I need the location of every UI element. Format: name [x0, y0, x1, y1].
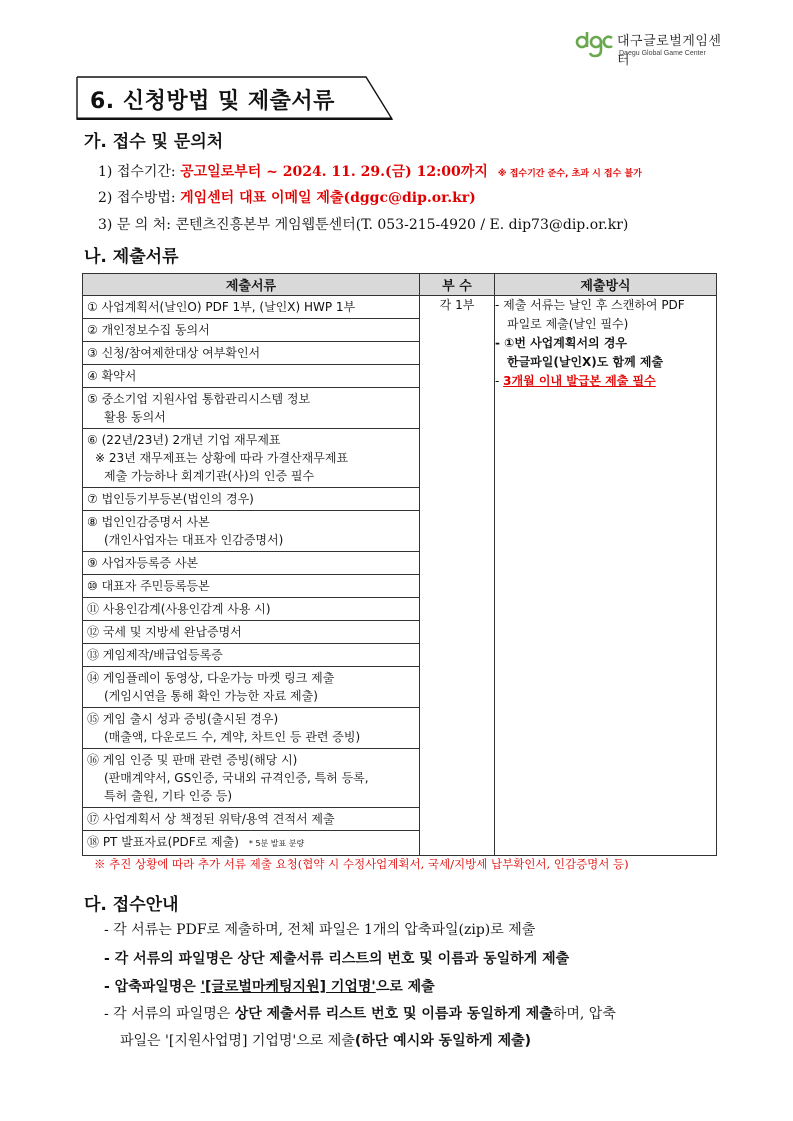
documents-heading: 나. 제출서류	[84, 247, 179, 267]
document-item-label: ⑦ 법인등기부등본(법인의 경우)	[87, 492, 254, 506]
guide-bullet-underlined: '[글로벌마케팅지원] 기업명'	[200, 979, 376, 995]
document-item	[83, 667, 420, 708]
method-line-deadline	[495, 372, 716, 391]
document-item	[83, 621, 420, 644]
column-header-documents: 제출서류	[83, 274, 420, 296]
method-line: 파일로 제출(날인 필수)	[507, 317, 629, 331]
document-item	[83, 644, 420, 667]
document-item	[83, 831, 420, 856]
column-header-count: 부 수	[420, 274, 495, 296]
count-cell: 각 1부	[420, 296, 495, 856]
document-item-label: ⑬ 게임제작/배급업등록증	[87, 648, 223, 662]
logo-text-english: Daegu Global Game Center	[619, 50, 706, 57]
document-item-sub: (판매계약서, GS인증, 국내외 규격인증, 특허 등록,	[104, 771, 369, 785]
document-item-label: ⑯ 게임 인증 및 판매 관련 증빙(해당 시)	[87, 753, 298, 767]
document-item-label: ⑭ 게임플레이 동영상, 다운가능 마켓 링크 제출	[87, 671, 335, 685]
document-item-label: ⑤ 중소기업 지원사업 통합관리시스템 정보	[87, 392, 311, 406]
document-item-tiny-note: * 5분 발표 분량	[248, 839, 305, 848]
logo-text-korean: 대구글로벌게임센터	[617, 34, 722, 68]
document-item	[83, 552, 420, 575]
document-item-label: ⑥ (22년/23년) 2개년 기업 재무제표	[87, 433, 281, 447]
document-item	[83, 319, 420, 342]
reception-method-row	[98, 187, 476, 207]
document-item	[83, 575, 420, 598]
document-item-sub: 특허 출원, 기타 인증 등)	[104, 789, 233, 803]
document-item-note: ※ 23년 재무제표는 상황에 따라 가결산재무제표	[95, 451, 349, 465]
guide-bullet-prefix: - 압축파일명은	[104, 979, 201, 995]
document-item-sub: (매출액, 다운로드 수, 계약, 차트인 등 관련 증빙)	[104, 730, 361, 744]
reception-period-value: 공고일로부터 ~ 2024. 11. 29.(금) 12:00까지	[180, 164, 488, 180]
guide-bullet-part: 파일은 '[지원사업명] 기업명'으로 제출	[120, 1033, 355, 1049]
method-line-prefix: -	[495, 374, 504, 388]
method-line-emphasis: 한글파일(날인X)도 함께 제출	[507, 355, 664, 369]
document-item	[83, 296, 420, 319]
document-item-label: ③ 신청/참여제한대상 여부확인서	[87, 346, 261, 360]
table-header-row	[83, 274, 717, 296]
document-item-label: ⑩ 대표자 주민등록등본	[87, 579, 210, 593]
reception-contact-label: 3) 문 의 처:	[98, 217, 176, 233]
reception-period-label: 1) 접수기간:	[98, 164, 181, 180]
guide-bullet	[104, 1003, 616, 1023]
section-title: 6. 신청방법 및 제출서류	[90, 89, 335, 114]
dgc-logo-icon	[575, 28, 615, 60]
guide-bullet-part: - 각 서류의 파일명은	[104, 1006, 235, 1022]
method-line-emphasis: - ①번 사업계획서의 경우	[495, 336, 628, 350]
section-title-box	[76, 76, 394, 120]
document-item	[83, 388, 420, 429]
logo	[575, 28, 725, 68]
reception-period-row	[98, 161, 642, 181]
reception-contact-value: 콘텐츠진흥본부 게임웹툰센터(T. 053-215-4920 / E. dip73@dip.or.kr)	[175, 217, 629, 233]
document-item	[83, 598, 420, 621]
document-item	[83, 365, 420, 388]
document-item-label: ④ 확약서	[87, 369, 137, 383]
column-header-method: 제출방식	[495, 274, 717, 296]
guide-bullet-bold: 상단 제출서류 리스트 번호 및 이름과 동일하게 제출	[234, 1006, 553, 1022]
guide-bullet-bold: (하단 예시와 동일하게 제출)	[354, 1033, 532, 1049]
document-item-label: ⑪ 사용인감계(사용인감계 사용 시)	[87, 602, 271, 616]
method-line: - 제출 서류는 날인 후 스캔하여 PDF	[495, 298, 685, 312]
guide-heading: 다. 접수안내	[84, 895, 179, 915]
document-item-label: ⑧ 법인인감증명서 사본	[87, 515, 210, 529]
method-line-red: 3개월 이내 발급본 제출 필수	[503, 374, 656, 388]
table-row	[83, 296, 717, 319]
document-item-label: ⑰ 사업계획서 상 책정된 위탁/용역 견적서 제출	[87, 812, 335, 826]
document-item	[83, 808, 420, 831]
reception-method-value: 게임센터 대표 이메일 제출(dggc@dip.or.kr)	[180, 190, 476, 206]
reception-method-label: 2) 접수방법:	[98, 190, 181, 206]
document-item	[83, 511, 420, 552]
document-item-label: ① 사업계획서(날인O) PDF 1부, (날인X) HWP 1부	[87, 300, 356, 314]
document-item-label: ⑨ 사업자등록증 사본	[87, 556, 199, 570]
guide-bullet-continued	[120, 1030, 531, 1050]
document-item	[83, 749, 420, 808]
document-item-label: ⑱ PT 발표자료(PDF로 제출)	[87, 835, 239, 849]
reception-heading: 가. 접수 및 문의처	[84, 132, 224, 152]
document-item-sub: 활용 동의서	[104, 410, 166, 424]
document-item	[83, 708, 420, 749]
document-item-sub: (게임시연을 통해 확인 가능한 자료 제출)	[104, 689, 318, 703]
document-item	[83, 342, 420, 365]
documents-footnote: ※ 추진 상황에 따라 추가 서류 제출 요청(협약 시 수정사업계획서, 국세/지방세 납부확인서, 인감증명서 등)	[94, 857, 629, 871]
reception-contact-row	[98, 214, 628, 234]
reception-period-note: ※ 접수기간 준수, 초과 시 접수 불가	[497, 169, 642, 179]
method-cell	[495, 296, 717, 856]
document-item-sub: (개인사업자는 대표자 인감증명서)	[104, 533, 284, 547]
guide-bullet	[104, 976, 435, 996]
guide-bullet: - 각 서류의 파일명은 상단 제출서류 리스트의 번호 및 이름과 동일하게 제출	[104, 951, 570, 967]
document-item-label: ⑫ 국세 및 지방세 완납증명서	[87, 625, 242, 639]
guide-bullet-suffix: 으로 제출	[375, 979, 435, 995]
document-item-note: 제출 가능하나 회계기관(사)의 인증 필수	[104, 469, 315, 483]
document-item-label: ⑮ 게임 출시 성과 증빙(출시된 경우)	[87, 712, 279, 726]
guide-bullet-part: 하며, 압축	[552, 1006, 616, 1022]
document-item	[83, 429, 420, 488]
document-item	[83, 488, 420, 511]
guide-bullet: - 각 서류는 PDF로 제출하며, 전체 파일은 1개의 압축파일(zip)로 제출	[104, 922, 536, 938]
documents-table	[82, 273, 717, 856]
document-item-label: ② 개인정보수집 동의서	[87, 323, 210, 337]
